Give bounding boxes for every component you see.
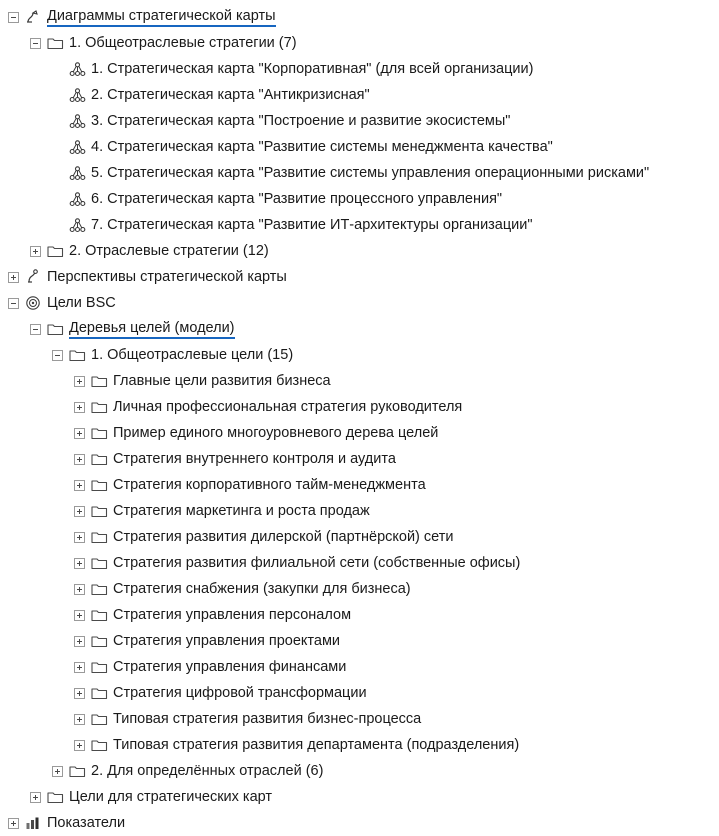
tree-item-label: Стратегия управления финансами: [113, 658, 347, 675]
expand-icon[interactable]: [74, 558, 85, 569]
bsc-goals-icon: [24, 295, 42, 311]
expand-icon[interactable]: [74, 662, 85, 673]
folder-icon: [90, 451, 108, 467]
strategy-map-icon: [68, 191, 86, 207]
expand-icon[interactable]: [74, 610, 85, 621]
tree-item-label: Стратегия внутреннего контроля и аудита: [113, 450, 396, 467]
folder-icon: [90, 503, 108, 519]
tree-row[interactable]: [0, 420, 719, 446]
tree-item-label: Типовая стратегия развития бизнес-процесса: [113, 710, 422, 727]
folder-icon: [90, 425, 108, 441]
expand-icon[interactable]: [74, 376, 85, 387]
tree-item-label: Деревья целей (модели): [69, 320, 235, 339]
expand-icon[interactable]: [8, 272, 19, 283]
tree-item-label: Стратегия управления персоналом: [113, 606, 352, 623]
expand-icon[interactable]: [52, 766, 63, 777]
expand-icon[interactable]: [74, 454, 85, 465]
tree-row[interactable]: [0, 706, 719, 732]
folder-icon: [68, 347, 86, 363]
tree-row[interactable]: [0, 628, 719, 654]
folder-icon: [90, 737, 108, 753]
tree-item-label: Цели для стратегических карт: [69, 788, 273, 805]
expand-icon[interactable]: [74, 636, 85, 647]
strategy-map-icon: [68, 87, 86, 103]
folder-icon: [90, 659, 108, 675]
tree-item-label: Цели BSC: [47, 294, 116, 311]
folder-icon: [46, 789, 64, 805]
collapse-icon[interactable]: [30, 324, 41, 335]
tree-item-label: Стратегия корпоративного тайм-менеджмента: [113, 476, 426, 493]
tree-row[interactable]: [0, 186, 719, 212]
tree-item-label: Пример единого многоуровневого дерева целей: [113, 424, 439, 441]
tree-row[interactable]: [0, 732, 719, 758]
tree-item-label: 2. Стратегическая карта "Антикризисная": [91, 86, 370, 103]
strategy-map-icon: [68, 113, 86, 129]
tree-row[interactable]: [0, 758, 719, 784]
tree-item-label: 6. Стратегическая карта "Развитие процессного управления": [91, 190, 503, 207]
expand-icon[interactable]: [74, 584, 85, 595]
tree-row[interactable]: [0, 576, 719, 602]
tree-row[interactable]: [0, 498, 719, 524]
tree-row[interactable]: [0, 134, 719, 160]
collapse-icon[interactable]: [30, 38, 41, 49]
tree-row[interactable]: [0, 446, 719, 472]
tree-row[interactable]: [0, 784, 719, 810]
tree-row[interactable]: [0, 212, 719, 238]
tree-item-label: 7. Стратегическая карта "Развитие ИТ-архитектуры организации": [91, 216, 533, 233]
tree-item-label: 3. Стратегическая карта "Построение и развитие экосистемы": [91, 112, 511, 129]
tree-item-label: Стратегия цифровой трансформации: [113, 684, 367, 701]
tree-item-label: Показатели: [47, 814, 126, 831]
tree-row[interactable]: [0, 602, 719, 628]
tree-row[interactable]: [0, 56, 719, 82]
tree-item-label: Стратегия снабжения (закупки для бизнеса): [113, 580, 411, 597]
tree-item-label: 2. Отраслевые стратегии (12): [69, 242, 269, 259]
tree-row[interactable]: [0, 264, 719, 290]
tree-row[interactable]: [0, 30, 719, 56]
expand-icon[interactable]: [74, 428, 85, 439]
tree-item-label: Стратегия развития филиальной сети (собственные офисы): [113, 554, 521, 571]
collapse-icon[interactable]: [8, 298, 19, 309]
tree-row[interactable]: [0, 4, 719, 30]
folder-icon: [90, 685, 108, 701]
tree-row[interactable]: [0, 550, 719, 576]
expand-icon[interactable]: [30, 246, 41, 257]
expand-icon[interactable]: [74, 740, 85, 751]
folder-icon: [46, 321, 64, 337]
tree-row[interactable]: [0, 524, 719, 550]
tree-item-label: 1. Общеотраслевые стратегии (7): [69, 34, 297, 51]
folder-icon: [90, 711, 108, 727]
tree-row[interactable]: [0, 342, 719, 368]
tree-row[interactable]: [0, 680, 719, 706]
folder-icon: [90, 399, 108, 415]
folder-icon: [90, 373, 108, 389]
tree-item-label: 2. Для определённых отраслей (6): [91, 762, 324, 779]
folder-icon: [90, 529, 108, 545]
strategy-map-icon: [68, 217, 86, 233]
tree-row[interactable]: [0, 290, 719, 316]
tree-row[interactable]: [0, 654, 719, 680]
tree-item-label: Стратегия маркетинга и роста продаж: [113, 502, 370, 519]
expand-icon[interactable]: [74, 402, 85, 413]
tree-row[interactable]: [0, 810, 719, 836]
tree-row[interactable]: [0, 82, 719, 108]
tree-item-label: 4. Стратегическая карта "Развитие системы менеджмента качества": [91, 138, 553, 155]
tree-item-label: 1. Общеотраслевые цели (15): [91, 346, 294, 363]
tree-item-label: 5. Стратегическая карта "Развитие системы управления операционными рисками": [91, 164, 650, 181]
expand-icon[interactable]: [74, 532, 85, 543]
tree-row[interactable]: [0, 368, 719, 394]
tree-item-label: Личная профессиональная стратегия руководителя: [113, 398, 463, 415]
indicators-icon: [24, 815, 42, 831]
tree-item-label: Главные цели развития бизнеса: [113, 372, 331, 389]
tree-item-label: Диаграммы стратегической карты: [47, 8, 276, 27]
tree-item-label: Стратегия управления проектами: [113, 632, 341, 649]
folder-icon: [68, 763, 86, 779]
expand-icon[interactable]: [30, 792, 41, 803]
folder-icon: [90, 607, 108, 623]
folder-icon: [90, 581, 108, 597]
folder-icon: [46, 243, 64, 259]
folder-icon: [90, 633, 108, 649]
collapse-icon[interactable]: [52, 350, 63, 361]
strategy-map-icon: [68, 139, 86, 155]
tree-item-label: Перспективы стратегической карты: [47, 268, 287, 285]
tree-row[interactable]: [0, 394, 719, 420]
perspective-icon: [24, 269, 42, 285]
expand-icon[interactable]: [8, 818, 19, 829]
folder-icon: [90, 477, 108, 493]
collapse-icon[interactable]: [8, 12, 19, 23]
expand-icon[interactable]: [74, 506, 85, 517]
folder-icon: [90, 555, 108, 571]
expand-icon[interactable]: [74, 688, 85, 699]
expand-icon[interactable]: [74, 480, 85, 491]
strategy-map-icon: [68, 61, 86, 77]
tree-row[interactable]: [0, 316, 719, 342]
tree-row[interactable]: [0, 160, 719, 186]
diagram-strategy-icon: [24, 9, 42, 25]
tree-row[interactable]: [0, 238, 719, 264]
tree-item-label: Типовая стратегия развития департамента (подразделения): [113, 736, 520, 753]
tree-item-label: Стратегия развития дилерской (партнёрской) сети: [113, 528, 454, 545]
folder-icon: [46, 35, 64, 51]
tree-row[interactable]: [0, 108, 719, 134]
tree-item-label: 1. Стратегическая карта "Корпоративная" (для всей организации): [91, 60, 534, 77]
expand-icon[interactable]: [74, 714, 85, 725]
tree-row[interactable]: [0, 472, 719, 498]
strategy-map-icon: [68, 165, 86, 181]
